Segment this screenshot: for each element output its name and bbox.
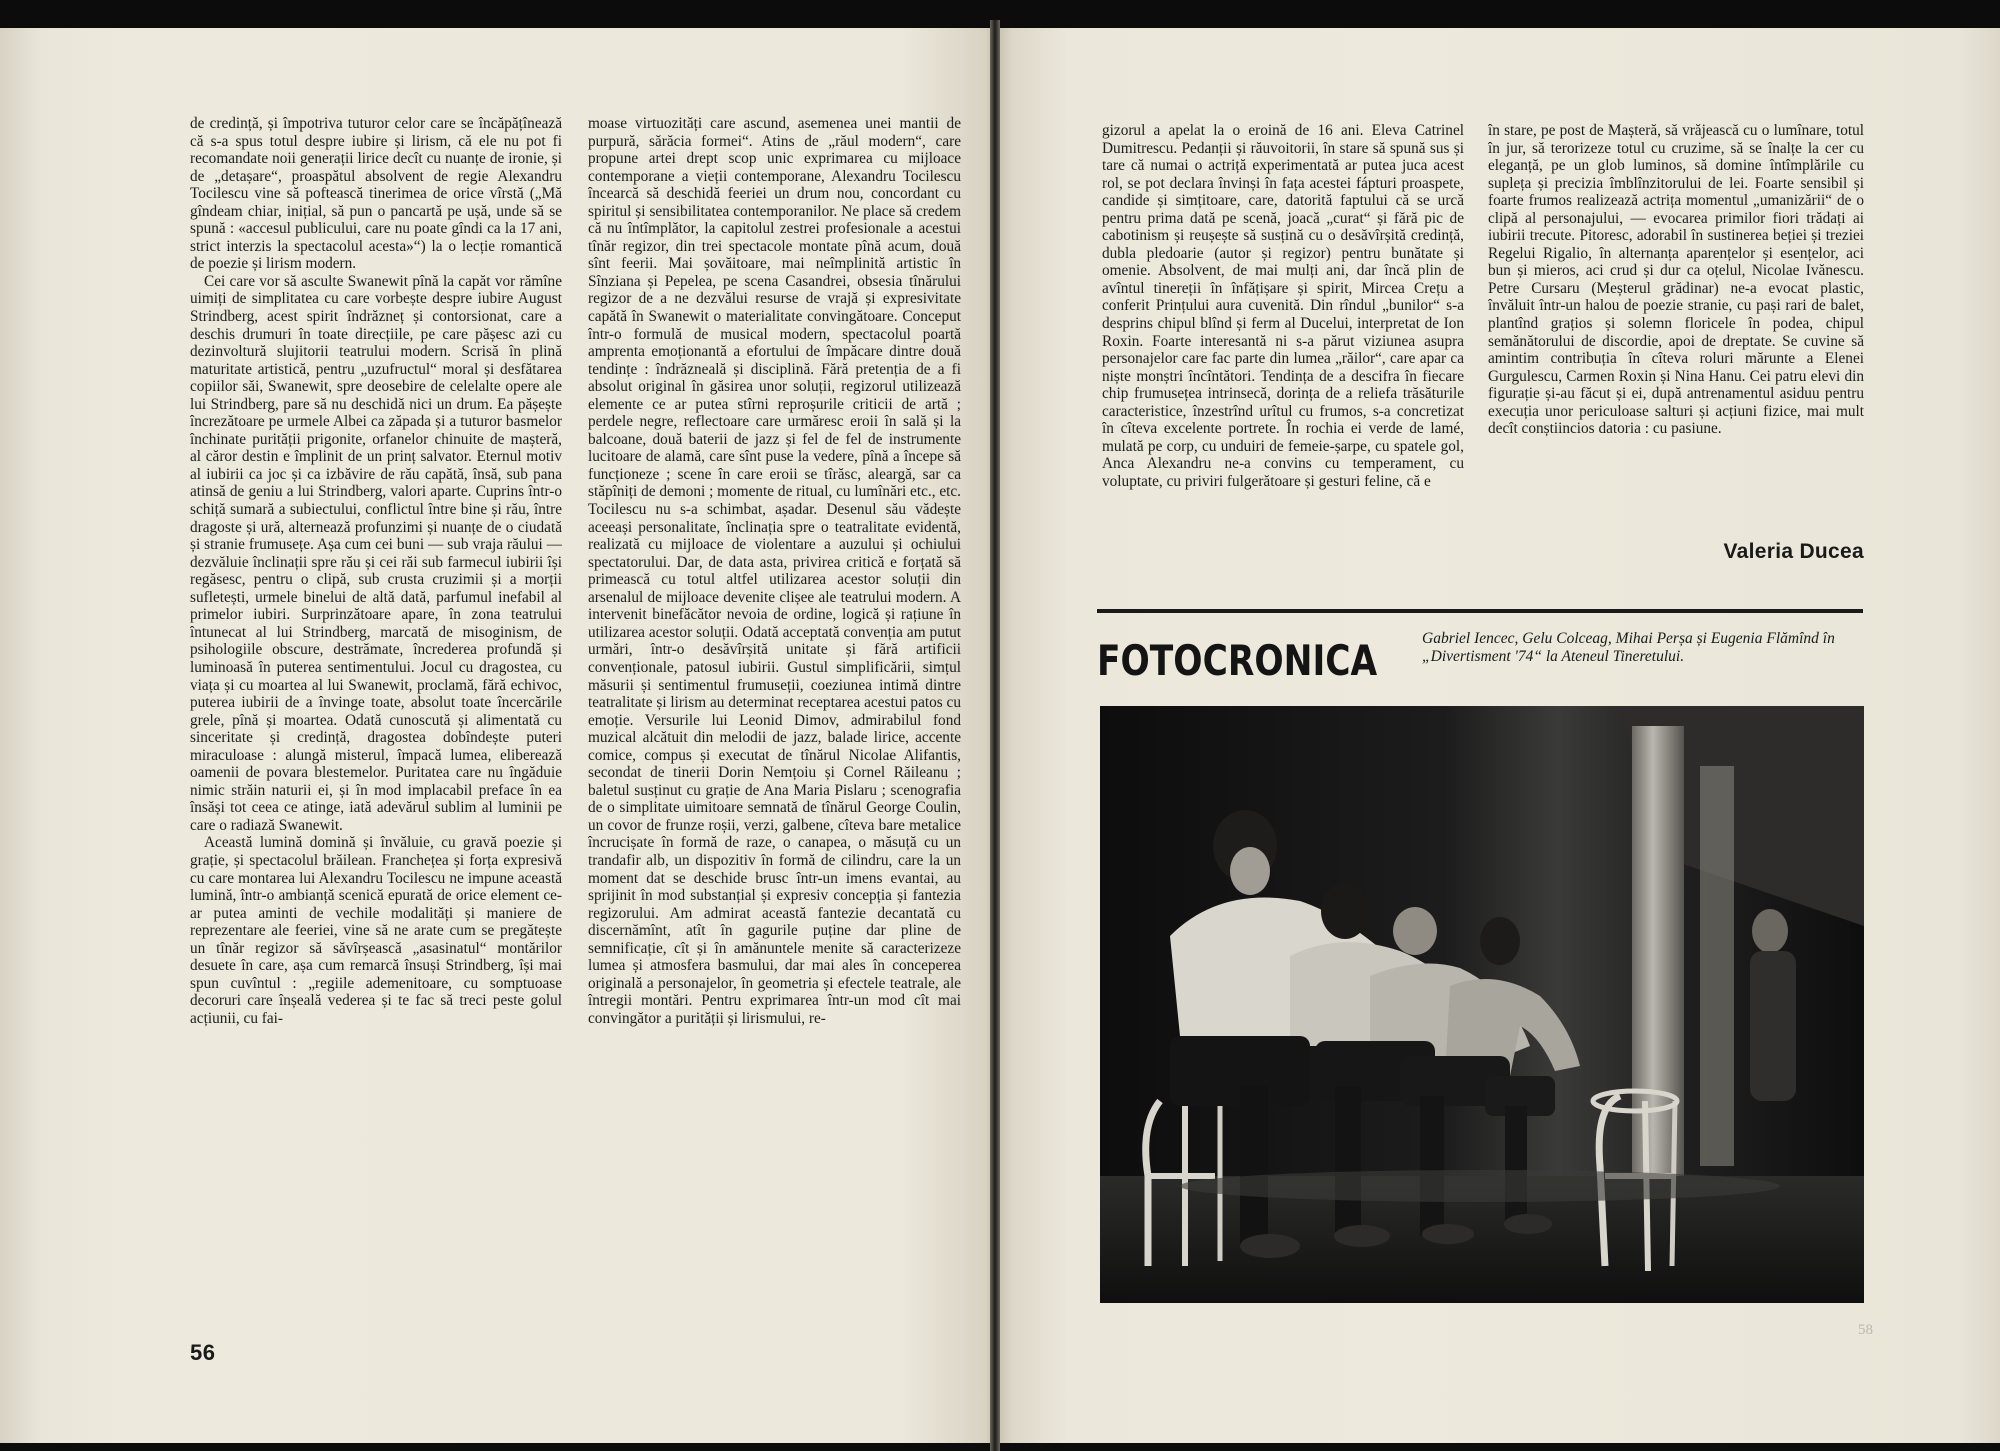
paragraph: gizorul a apelat la o eroină de 16 ani. Eleva Catrinel Dumitrescu. Pedanții și răuvoitorii, în stare să spună sus și tare că numai o actriță experimentată ar putea juca acest rol, se pot declara învinși în fața acestei fápturi proaspete, candide și simțitoare, care, datorită faptului că se urcă pentru prima dată pe scenă, joacă „curat“ și fără pic de cabotinism și reușește să susțină cu o desăvîrșită credință, dubla pledoarie (autor și regizor) pentru bunătate și omenie. Absolvent, de mai mulți ani, dar încă plin de avîntul tinereții în înfățișare și spirit, Mircea Crețu a conferit Prințului aura cuvenită. Din rîndul „bunilor“ s-a desprins chipul blînd și ferm al Ducelui, interpretat de Ion Roxin. Foarte interesantă ni s-a părut viziunea asupra personajelor care fac parte din lumea „răilor“, care apar ca niște monștri încîntători. Tendința de a descifra în fiecare chip frumusețea intrinsecă, dorința de a reliefa trăsăturile caracteristice, înzestrînd urîtul cu frumos, s-a concretizat în cîteva excelente portrete. În rochia ei verde de lamé, mulată pe corp, cu unduiri de femeie-șarpe, cu spatele gol, Anca Alexandru ne-a convins cu temperament, cu voluptate, cu priviri fulgerătoare și gesturi feline, că e bbox=[1102, 122, 1464, 490]
paragraph: moase virtuozități care ascund, asemenea unei mantii de purpură, sărăcia formei“. Atins de „răul modern“, care propune artei drept scop unic exprimarea cu mijloace contemporane a vieții contemporane, Alexandru Tocilescu încearcă să deschidă feeriei un drum nou, concordant cu spiritul și sensibilitatea contemporanilor. Ne place să credem că nu întîmplător, la capitolul zestrei profesionale a acestui tînăr regizor, din trei spectacole montate pînă acum, două sînt feerii. Mai șovăitoare, mai neîmplinită artistic în Sînziana și Pepelea, pe scena Casandrei, obsesia tînărului regizor de a ne dezvălui resurse de vrajă și expresivitate capătă în Swanewit o materialitate convingătoare. Conceput într-o formulă de musical modern, spectacolul poartă amprenta emoționantă a efortului de împăcare dintre două tendințe : îndrăzneală și disciplină. Fără pretenția de a fi absolut original în găsirea unor soluții, regizorul utilizează elemente ce ar putea stîrni reproșurile criticii de artă ; perdele negre, reflectoare care urmăresc eroii în sală și la balcoane, două baterii de jazz și fel de fel de instrumente lucitoare de alamă, care sînt puse la vedere, pînă a începe să funcționeze ; scene în care eroii se tîrăsc, aleargă, sar ca stăpîniți de demoni ; momente de ritual, cu lumînări etc., etc. Tocilescu nu s-a schimbat, așadar. Desenul său vădește aceeași personalitate, înclinația spre o teatralitate evidentă, realizată cu mijloace de violentare a auzului și ochiului spectatorului. Dar, de data asta, privirea critică e forțată să primească cu totul altfel utilizarea acestor soluții din arsenalul de mijloace devenite clișee ale teatrului modern. A intervenit binefăcător nevoia de ordine, logică și rațiune în utilizarea acestor soluții. Odată acceptată convenția am putut urmări, într-o desăvîrșită unitate și fără artificii convenționale, patosul iubirii. Gustul simplificării, simțul măsurii și sentimentul frumuseții, coeziunea intimă dintre teatralitate și lirism au determinat receptarea acestui patos cu emoție. Versurile lui Leonid Dimov, admirabilul fond muzical alcătuit din melodii de jazz, balade lirice, accente comice, compus și executat de tînărul Nicolae Alifantis, secondat de tinerii Dorin Nemțoiu și Cornel Răileanu ; baletul susținut cu grație de Ana Maria Pislaru ; scenografia de o simplitate uimitoare semnată de tînărul George Coulin, un covor de frunze roșii, verzi, galbene, cîteva bare metalice încrucișate în formă de raze, o canapea, o măsuță cu un trandafir alb, un dispozitiv în formă de cilindru, care la un moment dat se deschide brusc într-un imens evantai, au sprijinit în mod substanțial și expresiv concepția și fantezia regizorului. Am admirat această fantezie decantată cu discernămînt, atît în gagurile puține dar pline de semnificație, cît și în amănuntele menite să caracterizeze lumea și atmosfera basmului, dar mai ales în conceperea originală a personajelor, în geometria și efectele teatrale, ale întregii montări. Pentru exprimarea într-un mod cît mai convingător a purității și lirismului, re- bbox=[588, 115, 961, 1027]
book-spine bbox=[990, 20, 1000, 1451]
article-column-2 bbox=[588, 115, 961, 1090]
section-title: FOTOCRONICA bbox=[1097, 636, 1378, 685]
author-signature: Valeria Ducea bbox=[1723, 540, 1864, 563]
stage-photo-illustration bbox=[1100, 706, 1864, 1303]
paragraph: în stare, pe post de Mașteră, să vrăjească cu o lumînare, totul în jur, să terorizeze totul cu cruzime, să se înalțe la cer cu eleganță, pe un glob luminos, să domine întîmplările cu supleța și precizia îmblînzitorului de lei. Foarte sensibil și foarte frumos realizează actrița momentul „umanizării“ de o clipă al personajului, — evocarea primilor fiori trădați ai iubirii trecute. Pitoresc, adorabil în sustinerea beției și treziei Regelui Rigalio, în alternanța aparențelor și esențelor, aci bun și mieros, aci crud și dur ca oțelul, Nicolae Ivănescu. Petre Cursaru (Meșterul grădinar) ne-a evocat plastic, învăluit într-un halou de poezie stranie, cu pași rari de balet, plantînd grațios și solemn floricele în podea, chipul semănătorului de discordie, apoi de dreptate. Se cuvine să amintim contribuția în cîteva roluri mărunte a Elenei Gurgulescu, Carmen Roxin și Nina Hanu. Cei patru elevi din figurație și-au făcut și ei, după antrenamentul asiduu pentru execuția unor periculoase salturi și acțiuni fizice, mai mult decît conștiincios datoria : cu pasiune. bbox=[1488, 122, 1864, 438]
photo-caption: Gabriel Iencec, Gelu Colceag, Mihai Perșa și Eugenia Flămînd în „Divertisment '74“ la Ateneul Tineretului. bbox=[1422, 630, 1835, 665]
article-column-1 bbox=[190, 115, 562, 1090]
page-number: 56 bbox=[190, 1340, 216, 1365]
paragraph: Cei care vor să asculte Swanewit pînă la capăt vor rămîne uimiți de simplitatea cu care vorbește despre iubire August Strindberg, acest spirit îndrăzneț și contorsionat, care a deschis drumuri în toate direcțiile, pe care pășesc azi cu dezinvoltură slujitorii teatrului modern. Scrisă în plină maturitate artistică, pentru „uzufructul“ moral și desfătarea copiilor săi, Swanewit, spre deosebire de celelalte opere ale lui Strindberg, pare să nu deschidă nici un drum. Ea pășește încrezătoare pe urmele Albei ca zăpada și a tuturor basmelor închinate purității prigonite, orfanelor chinuite de mașteră, al căror destin e împlinit de un prinț salvator. Eternul motiv al iubirii ca joc și ca izbăvire de rău capătă, însă, sub pana atinsă de geniu a lui Strindberg, valori aparte. Cuprins într-o schiță sumară a subiectului, conflictul între bine și rău, între dragoste și ură, alternează profunzimi și nuanțe de o ciudată și stranie frumusețe. Așa cum cei buni — sub vraja răului — dezvăluie înclinații spre rău și cei răi sub farmecul iubirii își regăsesc, pentru o clipă, sub crusta cruzimii și a morții sufletești, urmele binelui de altă dată, parfumul inefabil al primelor iubiri. Surprinzătoare apare, în zona teatrului întunecat al lui Strindberg, marcată de misoginism, de psihologiile obscure, destrămate, încrederea profundă și luminoasă în puterea sentimentului. Jocul cu dragostea, cu viața și cu moartea al lui Swanewit, proclamă, fără echivoc, puterea iubirii de a învinge toate, absolut toate încercările grele, pînă și moartea. Odată cunoscută și alimentată cu sinceritate și credință, dragostea dobîndește puteri miraculoase : alungă misterul, împacă lumea, eliberează oamenii de povara blestemelor. Puritatea care nu îngăduie nimic străin naturii ei, și în mod implacabil preface în ea însăși tot ceea ce atinge, iată adevărul sublim al luminii pe care o radiază Swanewit. bbox=[190, 272, 562, 834]
stage-photo bbox=[1100, 706, 1864, 1303]
section-divider bbox=[1097, 609, 1863, 613]
paragraph: de credință, și împotriva tuturor celor care se încăpățînează că s-a spus totul despre iubire și lirism, că ele nu pot fi recomandate noii generații lirice decît cu nuanțe de ironie, și de „detașare“, proaspătul absolvent de regie Alexandru Tocilescu vine să poftească tinerimea de orice vîrstă („Mă gîndeam chiar, inițial, să pun o pancartă pe ușă, unde să se spună : «accesul publicului, care nu poate gîndi ca la 17 ani, strict interzis la spectacolul acesta»“) la o lecție romantică de poezie și lirism modern. bbox=[190, 115, 562, 273]
article-column-4 bbox=[1488, 122, 1864, 532]
faint-page-number: 58 bbox=[1858, 1322, 1873, 1338]
article-column-3 bbox=[1102, 122, 1464, 587]
paragraph: Această lumină domină și învăluie, cu gravă poezie și grație, și spectacolul brăilean. Franchețea și forța expresivă cu care montarea lui Alexandru Tocilescu ne impune această lumină, într-o ambianță scenică epurată de orice element ce-ar putea aminti de vechile modalități și maniere de reprezentare ale feeriei, vine să ne arate cum se pregătește un tînăr regizor să săvîrșească „asasinatul“ montărilor desuete în care, așa cum remarcă însuși Strindberg, își mai spun cuvîntul : „regiile ademenitoare, cu somptuoase decoruri care înșeală vederea și te fac să treci peste golul acțiunii, cu fai- bbox=[190, 834, 562, 1027]
